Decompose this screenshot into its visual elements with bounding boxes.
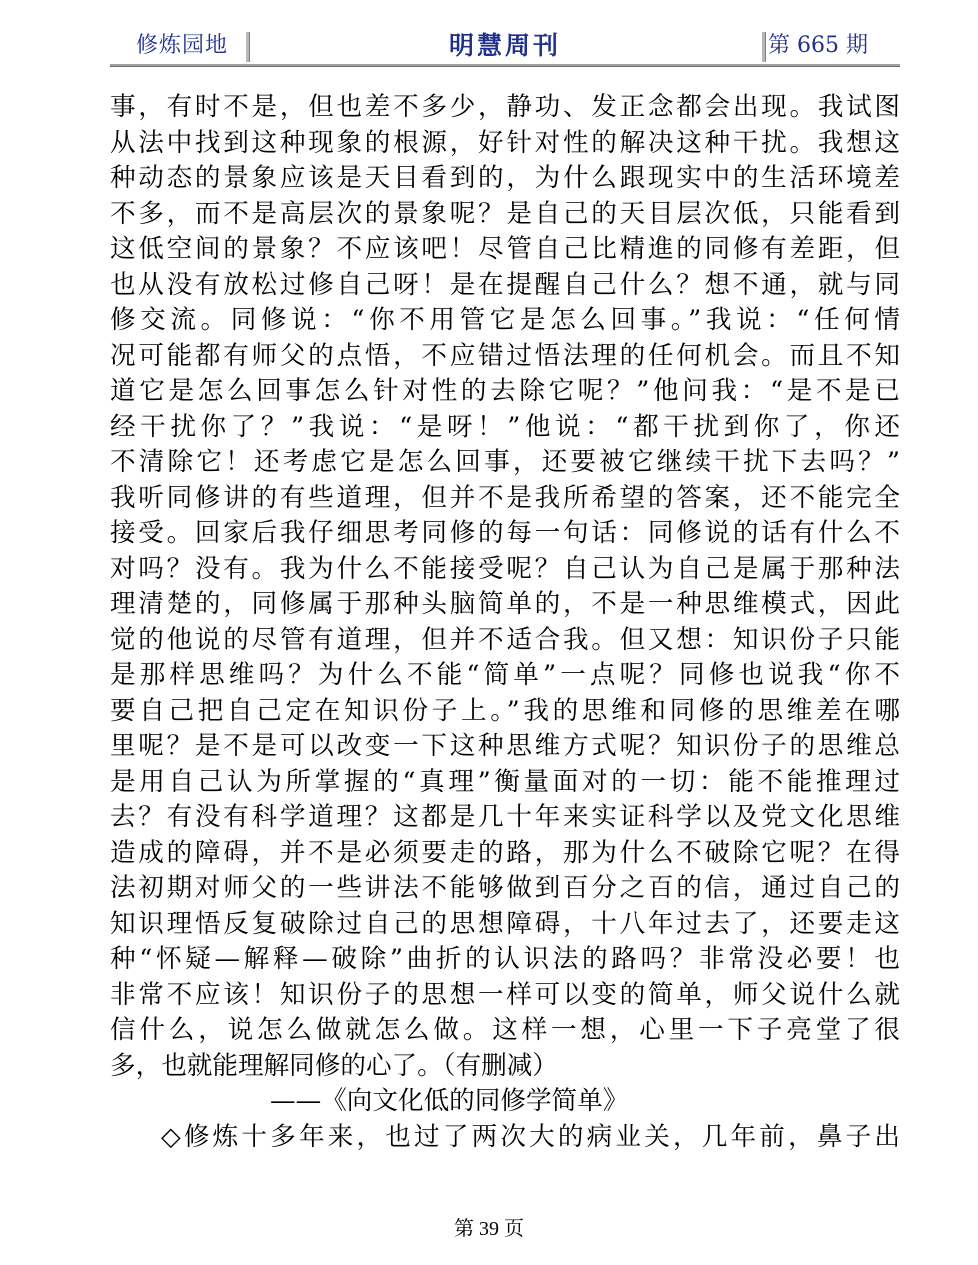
page-number: 第 39 页: [454, 1218, 524, 1240]
text-line: 去？有没有科学道理？这都是几十年来实证科学以及党文化思维: [110, 802, 900, 832]
text-line: 种“怀疑—解释—破除”曲折的认识法的路吗？非常没必要！也: [110, 944, 900, 974]
text-line: 种动态的景象应该是天目看到的，为什么跟现实中的生活环境差: [110, 163, 900, 193]
text-line: 非常不应该！知识份子的思想一样可以变的简单，师父说什么就: [110, 979, 900, 1010]
text-line: 况可能都有师父的点悟，不应错过悟法理的任何机会。而且不知: [110, 340, 900, 371]
page-header: [110, 24, 900, 68]
header-divider-right: [762, 32, 766, 62]
text-line: 修交流。同修说：“你不用管它是怎么回事。”我说：“任何情: [110, 305, 900, 335]
text-line: 里呢？是不是可以改变一下这种思维方式呢？知识份子的思维总: [110, 731, 900, 761]
article-signature: ——《向文化低的同修学简单》: [270, 1086, 629, 1116]
text-line: 道它是怎么回事怎么针对性的去除它呢？”他问我：“是不是已: [110, 376, 900, 406]
header-rule: [110, 64, 900, 67]
text-line: 觉的他说的尽管有道理，但并不适合我。但又想：知识份子只能: [110, 624, 900, 655]
article-body: [110, 90, 900, 1155]
text-line: 不多，而不是高层次的景象呢？是自己的天目层次低，只能看到: [110, 198, 900, 229]
publication-title: 明慧周刊: [448, 31, 561, 60]
section-title: 修炼园地: [136, 33, 229, 58]
text-line: 经干扰你了？”我说：“是呀！”他说：“都干扰到你了，你还: [110, 411, 900, 442]
text-line: 不清除它！还考虑它是怎么回事，还要被它继续干扰下去吗？”: [110, 447, 900, 477]
text-line: 事，有时不是，但也差不多少，静功、发正念都会出现。我试图: [110, 92, 900, 122]
text-line: 接受。回家后我仔细思考同修的每一句话：同修说的话有什么不: [110, 518, 900, 548]
paragraph-start: ◇修炼十多年来，也过了两次大的病业关，几年前，鼻子出: [161, 1121, 900, 1152]
text-line: 理清楚的，同修属于那种头脑简单的，不是一种思维模式，因此: [110, 589, 900, 619]
text-line: 造成的障碍，并不是必须要走的路，那为什么不破除它呢？在得: [110, 837, 900, 868]
text-line: 从法中找到这种现象的根源，好针对性的解决这种干扰。我想这: [110, 127, 900, 158]
text-line: 也从没有放松过修自己呀！是在提醒自己什么？想不通，就与同: [110, 269, 900, 300]
text-line: 多，也就能理解同修的心了。（有删减）: [110, 1050, 558, 1081]
issue-number: 第 665 期: [768, 33, 868, 58]
text-line: 知识理悟反复破除过自己的思想障碍，十八年过去了，还要走这: [110, 908, 900, 939]
text-line: 我听同修讲的有些道理，但并不是我所希望的答案，还不能完全: [110, 482, 900, 513]
text-line: 法初期对师父的一些讲法不能够做到百分之百的信，通过自己的: [110, 873, 900, 903]
text-line: 对吗？没有。我为什么不能接受呢？自己认为自己是属于那种法: [110, 553, 900, 584]
text-line: 要自己把自己定在知识份子上。”我的思维和同修的思维差在哪: [110, 695, 900, 726]
text-line: 信什么，说怎么做就怎么做。这样一想，心里一下子亮堂了很: [110, 1015, 900, 1045]
text-line: 是用自己认为所掌握的“真理”衡量面对的一切：能不能推理过: [110, 766, 900, 797]
text-line: 这低空间的景象？不应该吧！尽管自己比精進的同修有差距，但: [110, 234, 900, 264]
text-line: 是那样思维吗？为什么不能“简单”一点呢？同修也说我“你不: [110, 660, 900, 690]
